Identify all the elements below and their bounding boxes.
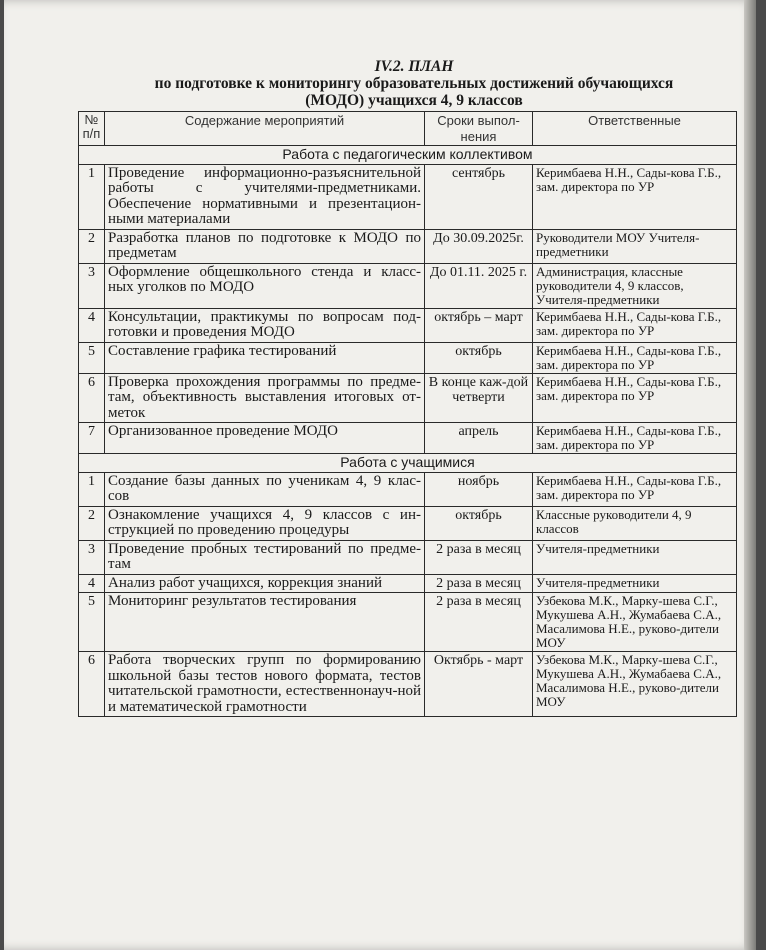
plan-table-body — [79, 146, 737, 717]
row-responsible: Керимбаева Н.Н., Сады-кова Г.Б., зам. директора по УР — [533, 373, 737, 423]
row-content: Разработка планов по подготовке к МОДО по предметам — [105, 229, 425, 263]
table-row — [79, 373, 737, 423]
plan-subtitle: по подготовке к мониторингу образовательных достижений обучающихся — [154, 75, 674, 92]
table-row — [79, 652, 737, 717]
row-content: Анализ работ учащихся, коррекция знаний — [105, 574, 425, 593]
row-number: 3 — [79, 540, 105, 574]
row-term: апрель — [425, 423, 533, 454]
plan-subtitle-2: (МОДО) учащихся 4, 9 классов — [305, 92, 523, 109]
row-term: октябрь — [425, 342, 533, 373]
table-row — [79, 229, 737, 263]
header-content: Содержание мероприятий — [105, 112, 425, 146]
section-row — [79, 454, 737, 473]
row-number: 7 — [79, 423, 105, 454]
row-responsible: Керимбаева Н.Н., Сады-кова Г.Б., зам. директора по УР — [533, 423, 737, 454]
row-number: 5 — [79, 593, 105, 652]
plan-table — [78, 111, 737, 717]
row-responsible: Учителя-предметники — [533, 574, 737, 593]
row-responsible: Классные руководители 4, 9 классов — [533, 506, 737, 540]
header-responsible: Ответственные — [533, 112, 737, 146]
row-term: До 01.11. 2025 г. — [425, 263, 533, 308]
row-term: До 30.09.2025г. — [425, 229, 533, 263]
section-row — [79, 146, 737, 165]
row-responsible: Руководители МОУ Учителя-предметники — [533, 229, 737, 263]
row-term: 2 раза в месяц — [425, 540, 533, 574]
row-responsible: Узбекова М.К., Марку-шева С.Г., Мукушева А.Н., Жумабаева С.А., Масалимова Н.Е., руково-дители МОУ — [533, 652, 737, 717]
row-content: Проведение пробных тестирований по предме-там — [105, 540, 425, 574]
row-term: 2 раза в месяц — [425, 574, 533, 593]
plan-title: IV.2. ПЛАН — [374, 58, 454, 75]
row-content: Оформление общешкольного стенда и класс-ных уголков по МОДО — [105, 263, 425, 308]
table-header-row — [79, 112, 737, 146]
section-title: Работа с учащимися — [79, 454, 737, 473]
row-term: октябрь — [425, 506, 533, 540]
row-number: 4 — [79, 574, 105, 593]
table-row — [79, 506, 737, 540]
row-content: Мониторинг результатов тестирования — [105, 593, 425, 652]
row-content: Проведение информационно-разъяснительной работы с учителями-предметниками. Обеспечение нормативными и презентацион-ными материалами — [105, 164, 425, 229]
row-number: 1 — [79, 164, 105, 229]
table-row — [79, 263, 737, 308]
table-row — [79, 164, 737, 229]
row-number: 5 — [79, 342, 105, 373]
row-content: Организованное проведение МОДО — [105, 423, 425, 454]
table-row — [79, 593, 737, 652]
row-responsible: Керимбаева Н.Н., Сады-кова Г.Б., зам. директора по УР — [533, 342, 737, 373]
row-term: ноябрь — [425, 472, 533, 506]
row-term: Октябрь - март — [425, 652, 533, 717]
row-responsible: Керимбаева Н.Н., Сады-кова Г.Б., зам. директора по УР — [533, 164, 737, 229]
table-row — [79, 472, 737, 506]
row-content: Работа творческих групп по формированию школьной базы тестов нового формата, тестов читательской грамотности, естественнонауч-ной и математической грамотности — [105, 652, 425, 717]
row-content: Создание базы данных по ученикам 4, 9 клас-сов — [105, 472, 425, 506]
row-number: 2 — [79, 506, 105, 540]
row-content: Составление графика тестирований — [105, 342, 425, 373]
row-number: 3 — [79, 263, 105, 308]
table-row — [79, 574, 737, 593]
row-responsible: Учителя-предметники — [533, 540, 737, 574]
table-row — [79, 308, 737, 342]
row-number: 2 — [79, 229, 105, 263]
page-edge-shadow — [744, 0, 756, 950]
section-title: Работа с педагогическим коллективом — [79, 146, 737, 165]
row-responsible: Керимбаева Н.Н., Сады-кова Г.Б., зам. директора по УР — [533, 308, 737, 342]
row-content: Консультации, практикумы по вопросам под-готовки и проведения МОДО — [105, 308, 425, 342]
row-content: Проверка прохождения программы по предме-там, объективность выставления итоговых от-меток — [105, 373, 425, 423]
table-row — [79, 423, 737, 454]
header-term: Сроки выпол-нения — [425, 112, 533, 146]
header-num: № п/п — [79, 112, 105, 146]
row-term: октябрь – март — [425, 308, 533, 342]
row-term: В конце каж-дой четверти — [425, 373, 533, 423]
row-responsible: Керимбаева Н.Н., Сады-кова Г.Б., зам. директора по УР — [533, 472, 737, 506]
row-content: Ознакомление учащихся 4, 9 классов с ин-струкцией по проведению процедуры — [105, 506, 425, 540]
row-responsible: Узбекова М.К., Марку-шева С.Г., Мукушева А.Н., Жумабаева С.А., Масалимова Н.Е., руково-дители МОУ — [533, 593, 737, 652]
table-row — [79, 540, 737, 574]
row-number: 6 — [79, 373, 105, 423]
row-term: сентябрь — [425, 164, 533, 229]
row-number: 1 — [79, 472, 105, 506]
row-term: 2 раза в месяц — [425, 593, 533, 652]
row-number: 4 — [79, 308, 105, 342]
document-page — [4, 0, 756, 950]
table-row — [79, 342, 737, 373]
row-number: 6 — [79, 652, 105, 717]
row-responsible: Администрация, классные руководители 4, 9 классов, Учителя-предметники — [533, 263, 737, 308]
